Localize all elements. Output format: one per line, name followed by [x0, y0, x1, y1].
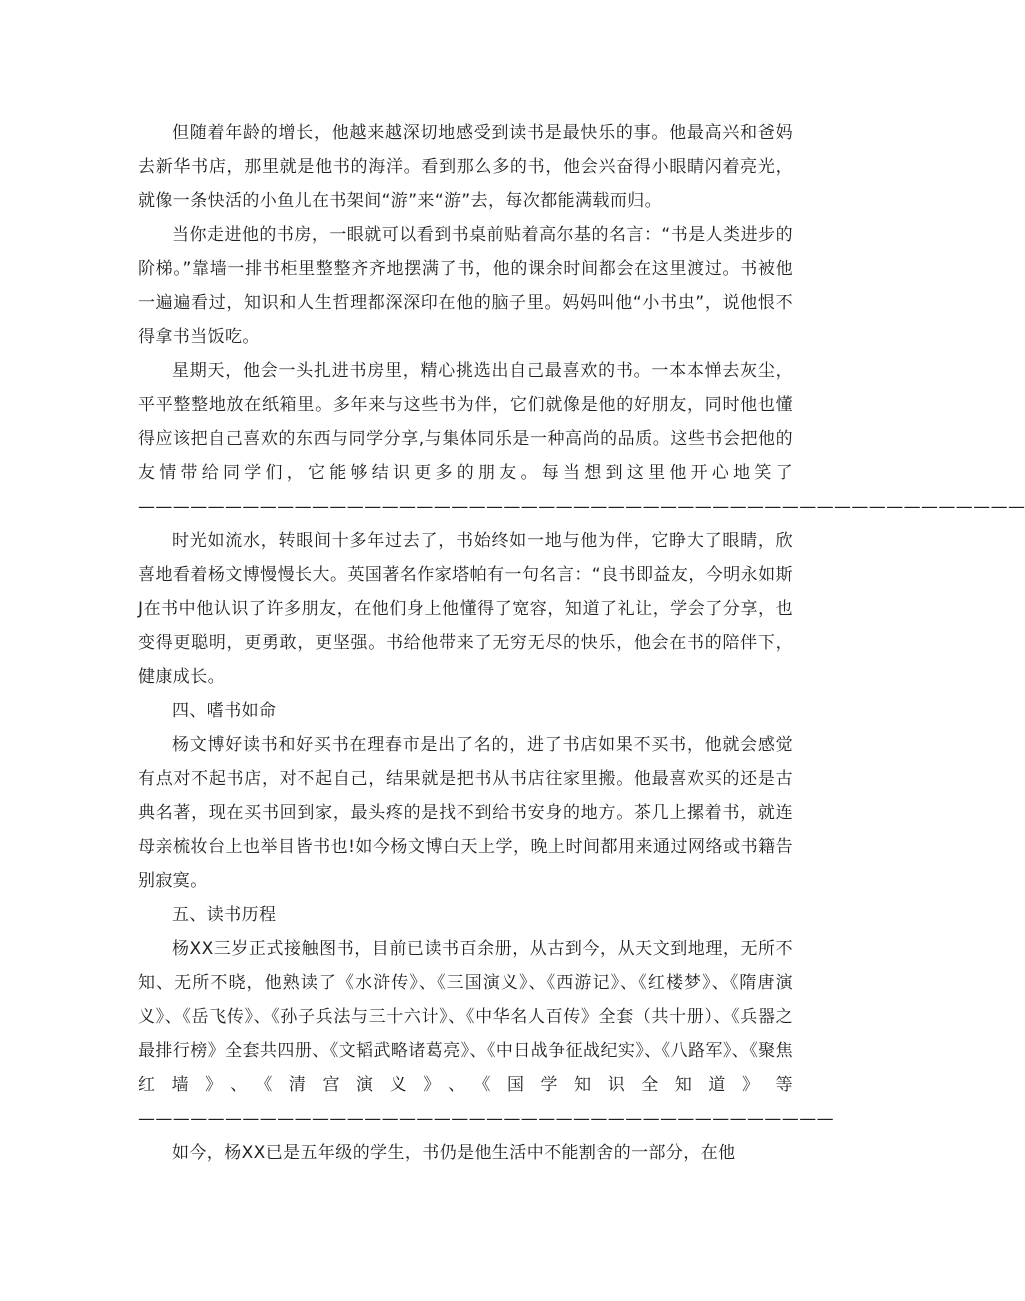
paragraph-time-passes: 时光如流水，转眼间十多年过去了，书始终如一地与他为伴，它睁大了眼睛，欣喜地看着杨文博慢慢长大。英国著名作家塔帕有一句名言：“良书即益友，今明永如斯J在书中他认识了许多朋友，在他们身上他懂得了宽容，知道了礼让，学会了分享，也变得更聪明，更勇敢，更坚强。书给他带来了无穷无尽的快乐，他会在书的陪伴下，健康成长。: [138, 531, 793, 687]
paragraph-sunday-books: 星期天，他会一头扎进书房里，精心挑选出自己最喜欢的书。一本本惮去灰尘，平平整整地放在纸箱里。多年来与这些书为伴，它们就像是他的好朋友，同时他也懂得应该把自己喜欢的东西与同学分享,与集体同乐是一种高尚的品质。这些书会把他的友情带给同学们，它能够结识更多的朋友。每当想到这里他开心地笑了———————————————————————————————————————————————————: [138, 361, 1025, 517]
section-heading-five: 五、读书历程: [172, 905, 277, 925]
paragraph-current-status: 如今，杨XX已是五年级的学生，书仍是他生活中不能割舍的一部分，在他: [172, 1143, 736, 1163]
document-body: [138, 116, 1025, 1170]
section-heading-four: 四、嗜书如命: [172, 701, 277, 721]
paragraph-reading-history: 杨XX三岁正式接触图书，目前已读书百余册，从古到今，从天文到地理，无所不知、无所不晓，他熟读了《水浒传》、《三国演义》、《西游记》、《红楼梦》、《隋唐演义》、《岳飞传》、《孙子兵法与三十六计》、《中华名人百传》全套（共十册）、《兵器之最排行榜》全套共四册、《文韬武略诸葛亮》、《中日战争征战纪实》、《八路军》、《聚焦红墙》、《清宫演义》、《国学知识全知道》等 ————————————————————————————————————————: [138, 939, 834, 1129]
paragraph-reading-joy: 但随着年龄的增长，他越来越深切地感受到读书是最快乐的事。他最高兴和爸妈去新华书店，那里就是他书的海洋。看到那么多的书，他会兴奋得小眼睛闪着亮光，就像一条快活的小鱼儿在书架间“游”来“游”去，每次都能满载而归。: [138, 123, 793, 211]
paragraph-study-room: 当你走进他的书房，一眼就可以看到书桌前贴着高尔基的名言：“书是人类进步的阶梯。”靠墙一排书柜里整整齐齐地摆满了书，他的课余时间都会在这里渡过。书被他一遍遍看过，知识和人生哲理都深深印在他的脑子里。妈妈叫他“小书虫”，说他恨不得拿书当饭吃。: [138, 225, 793, 347]
paragraph-book-lover: 杨文博好读书和好买书在理春市是出了名的，进了书店如果不买书，他就会感觉有点对不起书店，对不起自己，结果就是把书从书店往家里搬。他最喜欢买的还是古典名著，现在买书回到家，最头疼的是找不到给书安身的地方。茶几上摞着书，就连母亲梳妆台上也举目皆书也!如今杨文博白天上学，晚上时间都用来通过网络或书籍告别寂寞。: [138, 735, 793, 891]
